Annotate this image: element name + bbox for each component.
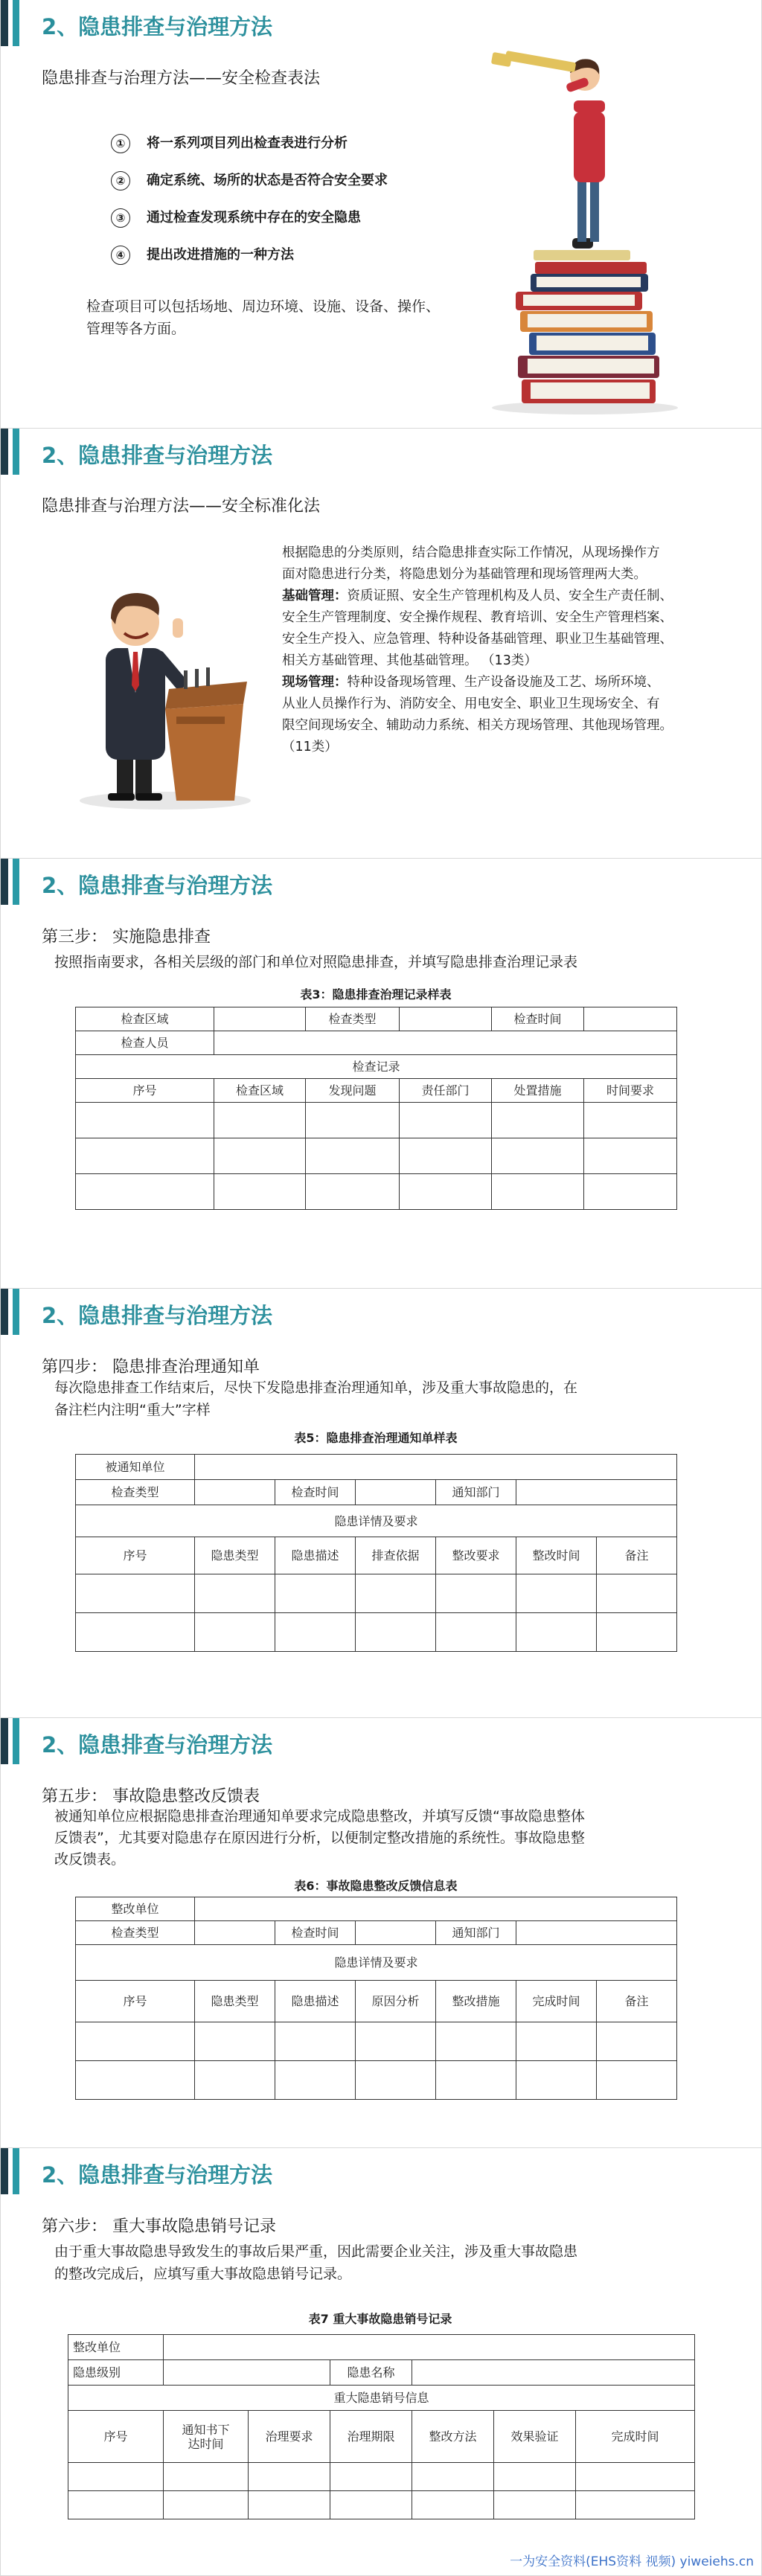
table-cell: 整改单位 [76, 1897, 195, 1921]
table-cell[interactable] [214, 1031, 677, 1055]
speaker-at-podium-illustration [65, 544, 258, 819]
table-row [76, 1138, 677, 1174]
description-text: 检查项目可以包括场地、周边环境、设施、设备、操作、 管理等各方面。 [86, 298, 441, 337]
table-cell: 检查时间 [275, 1921, 356, 1945]
slide-subtitle: 第四步： 隐患排查治理通知单 [42, 1358, 260, 1377]
title-accent-bar [1, 1289, 8, 1335]
table-cell[interactable] [164, 2335, 695, 2360]
list-item: ② 确定系统、场所的状态是否符合安全要求 [111, 170, 388, 190]
table-cell: 重大隐患销号信息 [68, 2386, 695, 2411]
table-cell[interactable] [214, 1007, 306, 1031]
table-cell[interactable] [356, 1921, 436, 1945]
slide-title: 2、隐患排查与治理方法 [42, 14, 273, 39]
table-cell: 隐患详情及要求 [76, 1505, 677, 1537]
text-line: 根据隐患的分类原则，结合隐患排查实际工作情况，从现场操作方 [282, 545, 660, 560]
closure-table [68, 2334, 695, 2519]
table-caption: 表5：隐患排查治理通知单样表 [294, 1431, 458, 1445]
table-cell[interactable] [164, 2360, 330, 2386]
slide-subtitle: 隐患排查与治理方法——安全标准化法 [42, 497, 321, 516]
table-cell: 隐患名称 [330, 2360, 412, 2386]
slide-subtitle: 第三步： 实施隐患排查 [42, 928, 211, 946]
table-header-cell: 隐患描述 [275, 1981, 356, 2022]
title-accent-bar [13, 1289, 19, 1335]
text-line: 面对隐患进行分类，将隐患划分为基础管理和现场管理两大类。 [282, 567, 647, 582]
table-cell[interactable] [412, 2360, 695, 2386]
table-cell: 被通知单位 [76, 1455, 195, 1480]
slide-title: 2、隐患排查与治理方法 [42, 1732, 273, 1758]
description-text: 由于重大事故隐患导致发生的事故后果严重，因此需要企业关注，涉及重大事故隐患 的整改完成后，应填写重大事故隐患销号记录。 [54, 2243, 578, 2282]
description-text: 按照指南要求，各相关层级的部门和单位对照隐患排查，并填写隐患排查治理记录表 [54, 954, 578, 970]
table-row [76, 2061, 677, 2100]
table-row [76, 1574, 677, 1613]
table-header-cell: 原因分析 [356, 1981, 436, 2022]
table-cell: 通知部门 [436, 1480, 516, 1505]
table-header-cell: 隐患类型 [195, 1981, 275, 2022]
table-cell[interactable] [516, 1921, 677, 1945]
table-cell[interactable] [356, 1480, 436, 1505]
table-cell: 检查时间 [492, 1007, 584, 1031]
list-item: ③ 通过检查发现系统中存在的安全隐患 [111, 207, 361, 228]
table-cell[interactable] [584, 1007, 677, 1031]
table-header-cell: 序号 [76, 1981, 195, 2022]
feedback-table [75, 1897, 677, 2100]
table-cell: 检查类型 [76, 1480, 195, 1505]
table-header-cell: 时间要求 [584, 1079, 677, 1103]
slide-title: 2、隐患排查与治理方法 [42, 2162, 273, 2188]
slide-subtitle: 第六步： 重大事故隐患销号记录 [42, 2217, 276, 2236]
title-accent-bar [13, 2148, 19, 2194]
text-line: 安全生产投入、应急管理、特种设备基础管理、职业卫生基础管理、 [282, 632, 673, 647]
table-cell: 检查类型 [76, 1921, 195, 1945]
table-header-cell: 序号 [68, 2411, 164, 2463]
table-row [76, 2022, 677, 2061]
table-cell: 检查区域 [76, 1007, 214, 1031]
table-row [68, 2463, 695, 2491]
text-line: 相关方基础管理、其他基础管理。 （13类） [282, 653, 537, 668]
table-cell[interactable] [195, 1921, 275, 1945]
table-header-cell: 序号 [76, 1537, 195, 1574]
table-header-cell: 整改要求 [436, 1537, 516, 1574]
title-accent-bar [13, 429, 19, 475]
text-line: （11类） [282, 740, 338, 754]
watermark-text: 一为安全资料(EHS资料 视频) yiweiehs.cn [510, 2554, 754, 2569]
table-header-cell: 整改方法 [412, 2411, 494, 2463]
table-caption: 表6：事故隐患整改反馈信息表 [294, 1879, 458, 1893]
table-header-cell: 备注 [597, 1981, 677, 2022]
description-text: 每次隐患排查工作结束后，尽快下发隐患排查治理通知单，涉及重大事故隐患的，在 备注栏内注明“重大”字样 [54, 1380, 578, 1418]
table-cell[interactable] [195, 1455, 677, 1480]
table-cell: 隐患详情及要求 [76, 1945, 677, 1981]
table-row [76, 1174, 677, 1210]
table-header-cell: 整改时间 [516, 1537, 597, 1574]
slide-step5 [0, 1718, 762, 2148]
table-cell[interactable] [400, 1007, 492, 1031]
table-header-cell: 序号 [76, 1079, 214, 1103]
text-line: 基础管理：资质证照、安全生产管理机构及人员、安全生产责任制、 [282, 589, 673, 603]
slide-title: 2、隐患排查与治理方法 [42, 443, 273, 468]
classification-text [282, 542, 751, 758]
table-header-cell: 隐患描述 [275, 1537, 356, 1574]
table-header-cell: 通知书下达时间 [164, 2411, 249, 2463]
table-header-cell: 完成时间 [516, 1981, 597, 2022]
list-item: ① 将一系列项目列出检查表进行分析 [111, 132, 348, 153]
table-header-cell: 发现问题 [306, 1079, 400, 1103]
title-accent-bar [13, 1718, 19, 1764]
books-telescope-illustration [462, 30, 685, 417]
table-cell: 通知部门 [436, 1921, 516, 1945]
title-accent-bar [1, 2148, 8, 2194]
table-cell[interactable] [195, 1897, 677, 1921]
table-header-cell: 责任部门 [400, 1079, 492, 1103]
title-accent-bar [13, 0, 19, 46]
table-cell: 检查时间 [275, 1480, 356, 1505]
text-line: 安全生产管理制度、安全操作规程、教育培训、安全生产管理档案、 [282, 610, 673, 625]
table-header-cell: 备注 [597, 1537, 677, 1574]
table-cell: 检查人员 [76, 1031, 214, 1055]
slide-step3 [0, 859, 762, 1289]
table-header-cell: 治理要求 [249, 2411, 330, 2463]
slide-title: 2、隐患排查与治理方法 [42, 873, 273, 898]
slide-checklist-method [0, 0, 762, 429]
table-header-cell: 检查区域 [214, 1079, 306, 1103]
record-table [75, 1007, 677, 1210]
table-row [76, 1613, 677, 1652]
table-row [76, 1103, 677, 1138]
table-cell: 整改单位 [68, 2335, 164, 2360]
title-accent-bar [1, 0, 8, 46]
table-header-cell: 效果验证 [494, 2411, 576, 2463]
table-row [68, 2491, 695, 2519]
notice-table [75, 1454, 677, 1652]
table-caption: 表3：隐患排查治理记录样表 [300, 987, 452, 1002]
table-cell: 检查类型 [306, 1007, 400, 1031]
title-accent-bar [1, 859, 8, 905]
table-cell[interactable] [195, 1480, 275, 1505]
text-line: 限空间现场安全、辅助动力系统、相关方现场管理、其他现场管理。 [282, 718, 673, 733]
table-cell[interactable] [516, 1480, 677, 1505]
slide-step6 [0, 2148, 762, 2576]
description-text: 被通知单位应根据隐患排查治理通知单要求完成隐患整改，并填写反馈“事故隐患整体 反馈表”，尤其要对隐患存在原因进行分析，以便制定整改措施的系统性。事故隐患整 改反馈表。 [54, 1808, 585, 1868]
table-header-cell: 整改措施 [436, 1981, 516, 2022]
table-header-cell: 完成时间 [576, 2411, 695, 2463]
table-header-cell: 处置措施 [492, 1079, 584, 1103]
table-cell: 隐患级别 [68, 2360, 164, 2386]
table-cell: 检查记录 [76, 1055, 677, 1079]
slide-standardization-method [0, 429, 762, 859]
table-header-cell: 排查依据 [356, 1537, 436, 1574]
slide-title: 2、隐患排查与治理方法 [42, 1303, 273, 1328]
title-accent-bar [1, 429, 8, 475]
slide-subtitle: 隐患排查与治理方法——安全检查表法 [42, 69, 321, 88]
table-header-cell: 治理期限 [330, 2411, 412, 2463]
slide-subtitle: 第五步： 事故隐患整改反馈表 [42, 1787, 260, 1806]
table-caption: 表7 重大事故隐患销号记录 [308, 2312, 452, 2326]
text-line: 从业人员操作行为、消防安全、用电安全、职业卫生现场安全、有 [282, 696, 660, 711]
list-item: ④ 提出改进措施的一种方法 [111, 244, 294, 265]
slide-step4 [0, 1289, 762, 1718]
title-accent-bar [13, 859, 19, 905]
title-accent-bar [1, 1718, 8, 1764]
table-header-cell: 隐患类型 [195, 1537, 275, 1574]
text-line: 现场管理：特种设备现场管理、生产设备设施及工艺、场所环境、 [282, 675, 660, 690]
